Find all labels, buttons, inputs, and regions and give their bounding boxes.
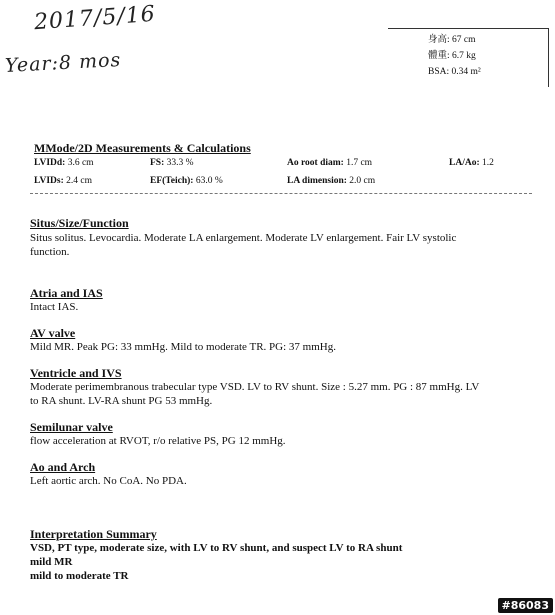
situs-title: Situs/Size/Function: [30, 216, 129, 230]
section-divider: [30, 193, 532, 194]
ventricle-text: [30, 380, 530, 408]
situs-line: function.: [30, 246, 70, 258]
situs-text: [30, 231, 530, 259]
la-dimension-measure: [287, 176, 375, 186]
interpretation-line: mild MR: [30, 556, 73, 568]
ao-root-value: 1.7 cm: [346, 158, 373, 168]
la-ao-label: LA/Ao:: [449, 158, 480, 168]
fs-value: 33.3 %: [166, 158, 194, 168]
la-dimension-value: 2.0 cm: [349, 176, 376, 186]
lvidd-value: 3.6 cm: [67, 158, 94, 168]
interpretation-summary: [30, 541, 402, 583]
av-valve-title: AV valve: [30, 326, 76, 340]
ao-arch-text: Left aortic arch. No CoA. No PDA.: [30, 475, 187, 487]
ef-measure: [150, 176, 223, 186]
av-valve-text: Mild MR. Peak PG: 33 mmHg. Mild to moderate TR. PG: 37 mmHg.: [30, 341, 336, 353]
fs-measure: [150, 158, 194, 168]
ao-root-measure: [287, 158, 372, 168]
mmode-title: MMode/2D Measurements & Calculations: [34, 141, 251, 155]
situs-line: Situs solitus. Levocardia. Moderate LA enlargement. Moderate LV enlargement. Fair LV systolic: [30, 232, 457, 244]
ventricle-line: Moderate perimembranous trabecular type VSD. LV to RV shunt. Size : 5.27 mm. PG : 87 mmHg. LV: [30, 381, 480, 393]
ef-value: 63.0 %: [195, 176, 223, 186]
lvids-measure: [34, 176, 92, 186]
interpretation-line: VSD, PT type, moderate size, with LV to RV shunt, and suspect LV to RA shunt: [30, 542, 403, 554]
la-dimension-label: LA dimension:: [287, 176, 347, 186]
fs-label: FS:: [150, 158, 165, 168]
ao-arch-title: Ao and Arch: [30, 460, 96, 474]
patient-weight: 體重: 6.7 kg: [428, 51, 476, 61]
la-ao-value: 1.2: [482, 158, 494, 168]
ef-label: EF(Teich):: [150, 176, 194, 186]
handwritten-date: 2017/5/16: [33, 1, 157, 36]
watermark-stamp: #86083: [498, 598, 554, 613]
atria-title: Atria and IAS: [30, 286, 103, 300]
interpretation-line: mild to moderate TR: [30, 570, 129, 582]
semilunar-text: flow acceleration at RVOT, r/o relative PS, PG 12 mmHg.: [30, 435, 286, 447]
patient-height: 身高: 67 cm: [428, 35, 476, 45]
ventricle-title: Ventricle and IVS: [30, 366, 122, 380]
handwritten-age: Year:8 mos: [4, 48, 122, 78]
la-ao-measure: [449, 158, 494, 168]
lvidd-measure: [34, 158, 94, 168]
lvids-value: 2.4 cm: [66, 176, 92, 186]
patient-info-box: [388, 28, 549, 87]
ventricle-line: to RA shunt. LV-RA shunt PG 53 mmHg.: [30, 395, 213, 407]
ao-root-label: Ao root diam:: [287, 158, 344, 168]
patient-bsa: BSA: 0.34 m²: [428, 67, 481, 77]
lvids-label: LVIDs:: [34, 176, 64, 186]
interpretation-title: Interpretation Summary: [30, 527, 157, 541]
atria-text: Intact IAS.: [30, 301, 79, 313]
lvidd-label: LVIDd:: [34, 158, 66, 168]
semilunar-title: Semilunar valve: [30, 420, 113, 434]
